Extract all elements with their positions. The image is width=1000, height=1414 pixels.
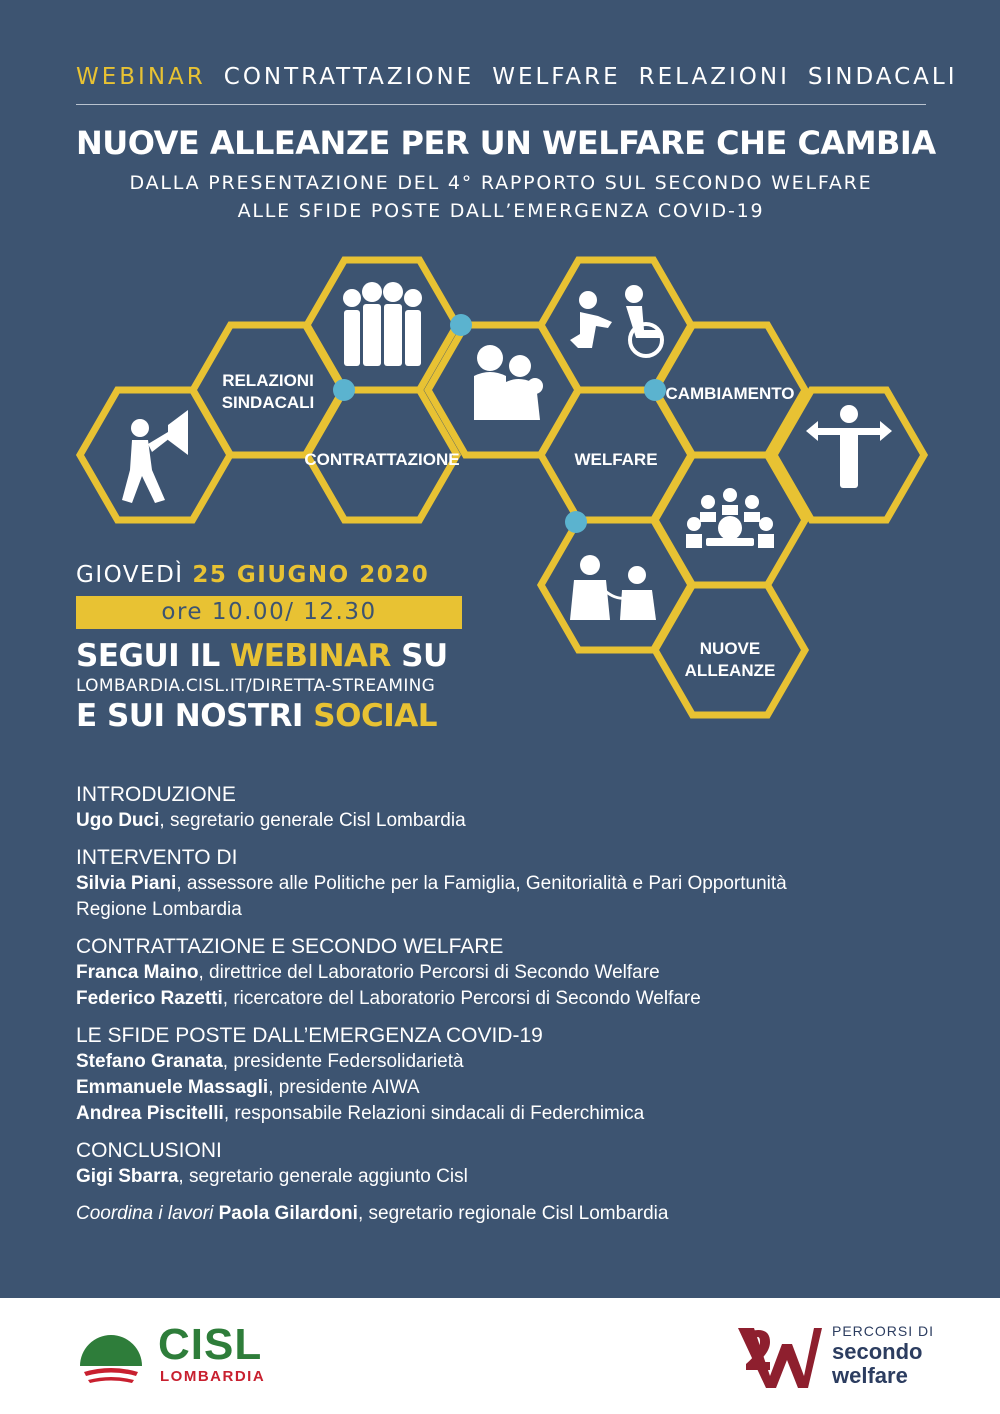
speaker-role: , presidente AIWA [268,1077,420,1098]
coordination-prefix: Coordina i lavori [76,1203,214,1224]
follow-webinar [76,638,448,674]
program-section [76,1023,956,1127]
sw-line-3: welfare [832,1363,908,1388]
speaker-role: , segretario generale Cisl Lombardia [159,810,466,831]
follow-suffix: SU [401,638,448,674]
event-day: GIOVEDÌ [76,562,184,588]
section-title: INTERVENTO DI [76,846,238,869]
section-title: CONTRATTAZIONE E SECONDO WELFARE [76,935,504,958]
cisl-region: LOMBARDIA [160,1368,266,1385]
speaker-line [76,1049,956,1075]
tag-relazioni: RELAZIONI [638,64,790,90]
connector-dot [450,314,472,336]
speaker-role: , ricercatore del Laboratorio Percorsi di Secondo Welfare [222,988,701,1009]
social-highlight: SOCIAL [313,698,437,734]
tag-welfare: WELFARE [492,64,621,90]
event-time: ore 10.00/ 12.30 [76,596,462,629]
hex-label-relazioni-2: SINDACALI [221,393,315,412]
hex-label-welfare: WELFARE [574,450,658,469]
social-prefix: E SUI NOSTRI [76,698,303,734]
program-section [76,845,956,923]
speaker-name: Silvia Piani [76,873,177,894]
section-title: CONCLUSIONI [76,1139,222,1162]
speaker-role: , responsabile Relazioni sindacali di Federchimica [223,1103,645,1124]
subtitle-line-1: DALLA PRESENTAZIONE DEL 4° RAPPORTO SUL SECONDO WELFARE [129,172,873,194]
coordinator-role: , segretario regionale Cisl Lombardia [357,1203,669,1224]
speaker-line [76,1075,956,1101]
hex-label-contrattazione: CONTRATTAZIONE [304,450,460,469]
top-tag-bar [76,64,958,90]
speaker-name: Andrea Piscitelli [76,1103,224,1124]
program-section [76,782,956,834]
hex-group [307,260,457,390]
speaker-line [76,986,956,1012]
speaker-name: Ugo Duci [76,810,160,831]
speaker-name: Franca Maino [76,962,199,983]
cisl-name: CISL [158,1320,263,1369]
follow-highlight: WEBINAR [230,638,391,674]
section-title: LE SFIDE POSTE DALL’EMERGENZA COVID-19 [76,1024,543,1047]
speaker-line [76,871,956,897]
speaker-name: Emmanuele Massagli [76,1077,269,1098]
hex-label-alleanze: ALLEANZE [684,661,776,680]
subtitle-line-2: ALLE SFIDE POSTE DALL’EMERGENZA COVID-19 [237,200,765,222]
speaker-role: , segretario generale aggiunto Cisl [178,1166,468,1187]
speaker-line [76,808,956,834]
speaker-line [76,960,956,986]
speaker-role: , assessore alle Politiche per la Famiglia, Genitorialità e Pari Opportunità [176,873,787,894]
speaker-name: Gigi Sbarra [76,1166,179,1187]
event-date-value: 25 GIUGNO 2020 [192,562,430,588]
secondo-welfare-wordmark [832,1322,934,1388]
speaker-extra: Regione Lombardia [76,899,242,920]
page-title: NUOVE ALLEANZE PER UN WELFARE CHE CAMBIA [76,124,936,162]
program-list [76,782,956,1227]
coordinator-name: Paola Gilardoni [218,1203,358,1224]
speaker-role: , direttrice del Laboratorio Percorsi di Secondo Welfare [198,962,660,983]
connector-dot [333,379,355,401]
hex-label-relazioni-1: RELAZIONI [222,371,314,390]
speaker-line [76,1164,956,1190]
section-title: INTRODUZIONE [76,783,236,806]
speaker-line [76,1101,956,1127]
event-date [76,562,429,588]
follow-social [76,698,437,734]
tag-contrattazione: CONTRATTAZIONE [223,64,475,90]
connector-dot [565,511,587,533]
hex-label-nuove: NUOVE [699,639,761,658]
program-section [76,1138,956,1190]
follow-prefix: SEGUI IL [76,638,220,674]
streaming-link[interactable]: LOMBARDIA.CISL.IT/DIRETTA-STREAMING [76,676,436,696]
cisl-logo-icon [76,1322,146,1392]
header-divider [76,104,926,105]
sw-line-2: secondo [832,1339,923,1364]
speaker-name: Stefano Granata [76,1051,223,1072]
speaker-role: , presidente Federsolidarietà [222,1051,464,1072]
speaker-name: Federico Razetti [76,988,223,1009]
sw-line-1: PERCORSI DI [832,1323,935,1339]
hex-label-cambiamento: CAMBIAMENTO [665,384,795,403]
secondo-welfare-logo-icon [736,1322,822,1392]
tag-sindacali: SINDACALI [807,64,958,90]
program-section [76,934,956,1012]
coordination-line [76,1201,956,1227]
webinar-tag: WEBINAR [76,64,206,90]
connector-dot [644,379,666,401]
